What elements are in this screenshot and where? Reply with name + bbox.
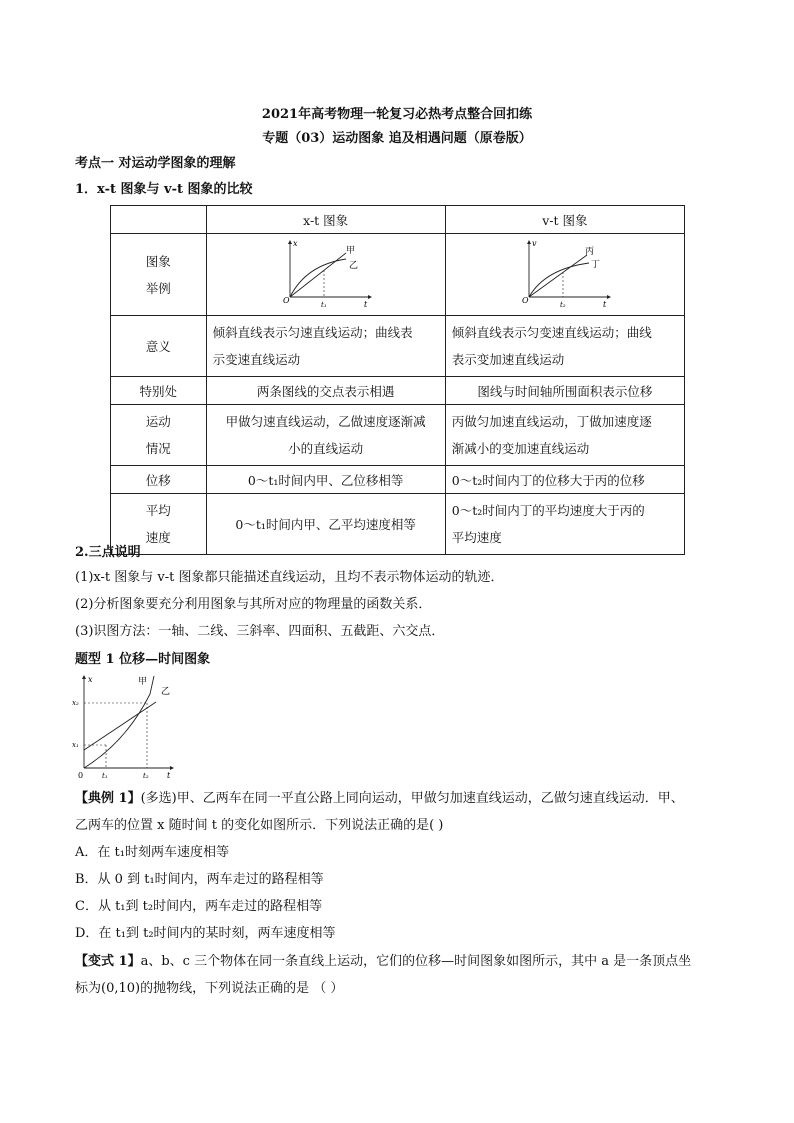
example1-line1: 【典例 1】(多选)甲、乙两车在同一平直公路上同向运动，甲做匀加速直线运动，乙做匀速直线运动．甲、 [75,791,684,806]
variant1-line1: 【变式 1】a、b、c 三个物体在同一条直线上运动，它们的位移—时间图象如图所示，其中 a 是一条顶点坐 [75,954,692,969]
comparison-table [110,205,685,555]
row-label-example: 图象 举例 [111,234,207,316]
xt-meaning: 倾斜直线表示匀速直线运动；曲线表 示变速直线运动 [206,316,445,377]
note-1: (1)x-t 图象与 v-t 图象都只能描述直线运动，且均不表示物体运动的轨迹． [75,570,504,585]
graph-x2-label: x₂ [72,699,79,707]
item-heading-1: 1．x-t 图象与 v-t 图象的比较 [75,182,253,197]
vt-motion: 丙做匀加速直线运动，丁做加速度逐 渐减小的变加速直线运动 [445,405,684,466]
row-label-avg-velocity: 平均 速度 [111,494,207,555]
vt-origin-label: O [521,296,529,305]
displacement-time-graph [70,672,180,782]
vt-curve-a-label: 丙 [584,247,594,257]
graph-t2-label: t₂ [143,772,149,780]
vt-displacement: 0～t₂时间内丁的位移大于丙的位移 [445,466,684,494]
document-subtitle: 专题（03）运动图象 追及相遇问题（原卷版） [262,131,532,146]
row-label-motion: 运动 情况 [111,405,207,466]
example1-option-c: C．从 t₁到 t₂时间内，两车走过的路程相等 [75,899,323,914]
graph-curve-b-label: 乙 [161,687,171,697]
graph-t1-label: t₁ [102,772,108,780]
section-heading-1: 考点一 对运动学图象的理解 [75,156,236,171]
row-label-meaning: 意义 [111,316,207,377]
vt-special: 图线与时间轴所围面积表示位移 [445,377,684,405]
vt-tick-label: t₂ [559,301,566,309]
vt-yaxis-label: v [531,239,537,248]
section-heading-2: 2.三点说明 [75,545,141,560]
xt-special: 两条图线的交点表示相遇 [206,377,445,405]
variant1-line2: 标为(0,10)的抛物线，下列说法正确的是 （ ） [75,981,344,996]
vt-example-graph [515,237,615,309]
vt-curve-b-label: 丁 [590,260,600,270]
vt-graph-cell [445,234,684,316]
document-title: 2021年高考物理一轮复习必热考点整合回扣练 [261,107,533,122]
note-3: (3)识图方法：一轴、二线、三斜率、四面积、五截距、六交点． [75,624,445,639]
example1-line2: 乙两车的位置 x 随时间 t 的变化如图所示．下列说法正确的是( ) [75,818,444,833]
graph-origin-label: 0 [78,771,84,780]
xt-origin-label: O [282,296,290,305]
example1-option-b: B．从 0 到 t₁时间内，两车走过的路程相等 [75,872,324,887]
xt-curve-b-label: 乙 [348,261,358,271]
table-corner [111,206,207,234]
graph-curve-a-label: 甲 [138,677,148,687]
table-header-xt: x-t 图象 [206,206,445,234]
xt-graph-cell [206,234,445,316]
graph-x1-label: x₁ [72,741,79,749]
graph-yaxis-label: x [88,675,93,684]
example1-option-a: A．在 t₁时刻两车速度相等 [75,845,229,860]
xt-avg-velocity: 0～t₁时间内甲、乙平均速度相等 [206,494,445,555]
table-header-vt: v-t 图象 [445,206,684,234]
row-label-displacement: 位移 [111,466,207,494]
row-label-special: 特别处 [111,377,207,405]
vt-xaxis-label: t [602,300,607,309]
note-2: (2)分析图象要充分利用图象与其所对应的物理量的函数关系． [75,597,432,612]
xt-xaxis-label: t [363,300,367,309]
xt-yaxis-label: x [292,239,298,248]
xt-motion: 甲做匀速直线运动，乙做速度逐渐减 小的直线运动 [206,405,445,466]
vt-avg-velocity: 0～t₂时间内丁的平均速度大于丙的 平均速度 [445,494,684,555]
xt-curve-a-label: 甲 [345,246,355,256]
type1-heading: 题型 1 位移—时间图象 [75,652,211,667]
example1-option-d: D．在 t₁到 t₂时间内的某时刻，两车速度相等 [75,926,336,941]
xt-displacement: 0～t₁时间内甲、乙位移相等 [206,466,445,494]
vt-meaning: 倾斜直线表示匀变速直线运动；曲线 表示变加速直线运动 [445,316,684,377]
xt-tick-label: t₁ [320,301,327,309]
graph-xaxis-label: t [167,771,171,780]
xt-example-graph [276,237,376,309]
